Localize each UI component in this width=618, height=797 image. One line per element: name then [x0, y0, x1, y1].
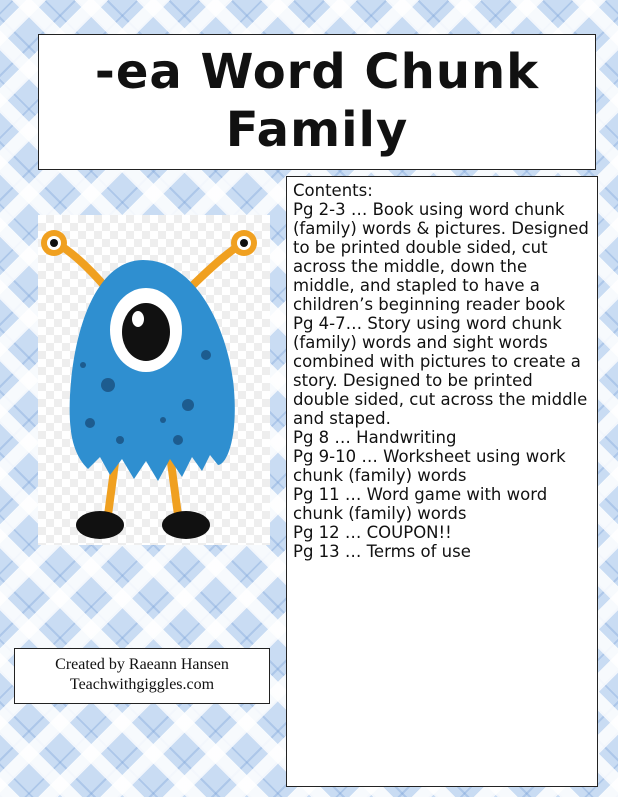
- credit-author: Created by Raeann Hansen: [55, 656, 229, 673]
- contents-entry: Pg 11 … Word game with word chunk (family) words: [293, 485, 548, 523]
- contents-entry: Pg 4-7… Story using word chunk (family) words and sight words combined with pictures to create a story. Designed to be printed double sided, cut across the middle and staped.: [293, 314, 588, 428]
- contents-entry: Pg 13 … Terms of use: [293, 542, 471, 561]
- contents-entry: Pg 12 … COUPON!!: [293, 523, 452, 542]
- credit-website: Teachwithgiggles.com: [69, 676, 215, 693]
- monster-illustration: [38, 215, 270, 545]
- contents-entry: Pg 9-10 … Worksheet using work chunk (family) words: [293, 447, 566, 485]
- contents-box: [286, 176, 598, 787]
- title-box: [38, 34, 596, 170]
- monster-icon: [38, 215, 270, 545]
- contents-entry: Pg 8 … Handwriting: [293, 428, 457, 447]
- contents-entry: Pg 2-3 … Book using word chunk (family) words & pictures. Designed to be printed double sided, cut across the middle, down the middle, and stapled to have a children’s beginning reader book: [293, 200, 589, 314]
- contents-heading: Contents:: [293, 181, 373, 200]
- title-line-2: Family: [225, 102, 409, 158]
- credit-box: [14, 648, 270, 704]
- title-line-1: -ea Word Chunk: [94, 44, 540, 100]
